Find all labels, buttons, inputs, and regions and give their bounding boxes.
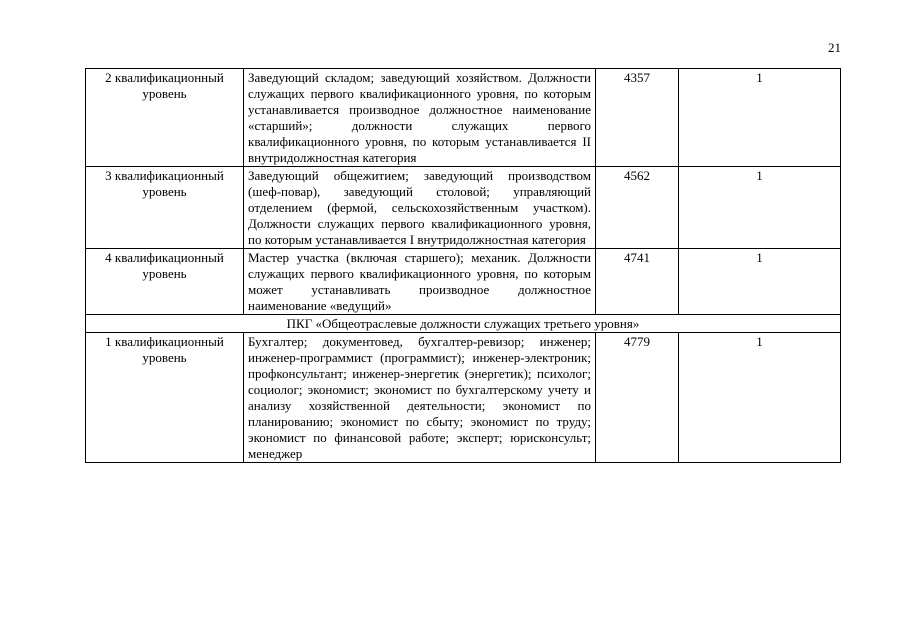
positions-description: Заведующий складом; заведующий хозяйством. Должности служащих первого квалификационного уровня, по которым устанавливается производное должностное наименование «старший»; должности служащих первого квалификационного уровня, по которым устанавливается II внутридолжностная категория: [244, 69, 596, 167]
page-number: 21: [828, 40, 841, 55]
qualification-level: 4 квалификационный уровень: [86, 249, 244, 315]
positions-description: Бухгалтер; документовед, бухгалтер-ревизор; инженер; инженер-программист (программист); инженер-электроник; профконсультант; инженер-энергетик (энергетик); психолог; социолог; экономист; экономист по бухгалтерскому учету и анализу хозяйственной деятельности; экономист по планированию; экономист по сбыту; экономист по труду; экономист по финансовой работе; эксперт; юрисконсульт; менеджер: [244, 333, 596, 463]
table-row: [86, 167, 841, 249]
table-row: [86, 249, 841, 315]
qualification-table: [85, 68, 841, 463]
table-row: [86, 333, 841, 463]
salary-value: 4779: [596, 333, 679, 463]
group-header-row: [86, 315, 841, 333]
salary-value: 4562: [596, 167, 679, 249]
qualification-level: 3 квалификационный уровень: [86, 167, 244, 249]
positions-description: Мастер участка (включая старшего); механик. Должности служащих первого квалификационного уровня, по которым может устанавливать производное должностное наименование «ведущий»: [244, 249, 596, 315]
salary-value: 4741: [596, 249, 679, 315]
group-header: ПКГ «Общеотраслевые должности служащих третьего уровня»: [86, 315, 841, 333]
table-row: [86, 69, 841, 167]
coefficient-value: 1: [679, 249, 841, 315]
coefficient-value: 1: [679, 333, 841, 463]
coefficient-value: 1: [679, 167, 841, 249]
qualification-level: 1 квалификационный уровень: [86, 333, 244, 463]
coefficient-value: 1: [679, 69, 841, 167]
positions-description: Заведующий общежитием; заведующий производством (шеф-повар), заведующий столовой; управляющий отделением (фермой, сельскохозяйственным участком). Должности служащих первого квалификационного уровня, по которым устанавливается I внутридолжностная категория: [244, 167, 596, 249]
qualification-level: 2 квалификационный уровень: [86, 69, 244, 167]
salary-value: 4357: [596, 69, 679, 167]
